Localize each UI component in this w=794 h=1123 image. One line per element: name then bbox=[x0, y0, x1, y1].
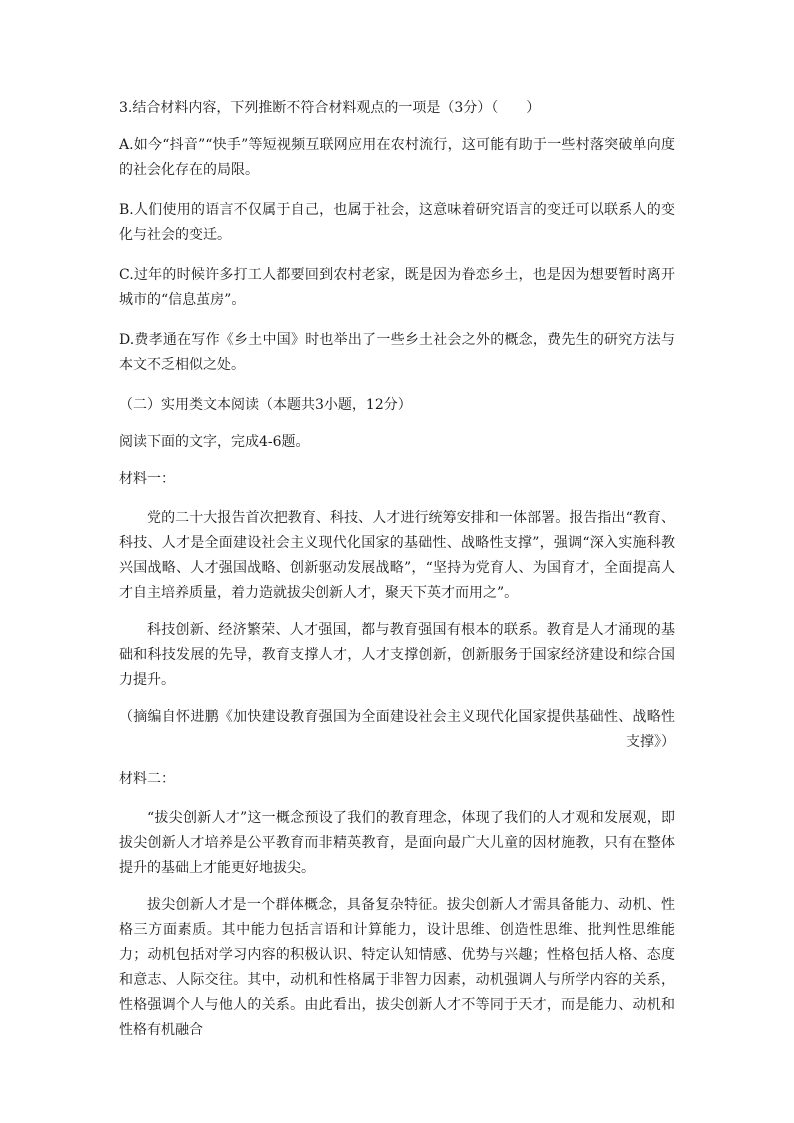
question-3-option-b: B.人们使用的语言不仅属于自己，也属于社会，这意味着研究语言的变迁可以联系人的变化与社会的变迁。 bbox=[119, 202, 675, 243]
material-2-label: 材料二： bbox=[119, 771, 175, 787]
question-3-option-a: A.如今“抖音”“快手”等短视频互联网应用在农村流行，这可能有助于一些村落突破单向度的社会化存在的局限。 bbox=[119, 137, 675, 178]
material-2-paragraph-1: “拔尖创新人才”这一概念预设了我们的教育理念，体现了我们的人才观和发展观，即拔尖创新人才培养是公平教育而非精英教育，是面向最广大儿童的因材施教，只有在整体提升的基础上才能更好地拔尖。 bbox=[119, 810, 675, 876]
material-1-paragraph-2: 科技创新、经济繁荣、人才强国，都与教育强国有根本的联系。教育是人才涌现的基础和科技发展的先导，教育支撑人才，人才支撑创新，创新服务于国家经济建设和综合国力提升。 bbox=[119, 622, 675, 688]
question-3-stem: 3.结合材料内容，下列推断不符合材料观点的一项是（3分）（ ） bbox=[119, 100, 541, 116]
material-1-paragraph-1: 党的二十大报告首次把教育、科技、人才进行统筹安排和一体部署。报告指出“教育、科技、人才是全面建设社会主义现代化国家的基础性、战略性支撑”，强调“深入实施科教兴国战略、人才强国战略、创新驱动发展战略”，“坚持为党育人、为国育才，全面提高人才自主培养质量，着力造就拔尖创新人才，聚天下英才而用之”。 bbox=[119, 510, 675, 601]
material-1-label: 材料一： bbox=[119, 471, 175, 487]
section-2-title: （二）实用类文本阅读（本题共3小题，12分） bbox=[119, 397, 412, 413]
document-page bbox=[119, 96, 675, 1055]
material-2-paragraph-2: 拔尖创新人才是一个群体概念，具备复杂特征。拔尖创新人才需具备能力、动机、性格三方面素质。其中能力包括言语和计算能力，设计思维、创造性思维、批判性思维能力；动机包括对学习内容的积极认识、特定认知情感、优势与兴趣；性格包括人格、态度和意志、人际交往。其中，动机和性格属于非智力因素，动机强调人与所学内容的关系，性格强调个人与他人的关系。由此看出，拔尖创新人才不等同于天才，而是能力、动机和性格有机融合 bbox=[119, 897, 675, 1038]
section-2-instruction: 阅读下面的文字，完成4-6题。 bbox=[119, 434, 310, 450]
question-3-option-c: C.过年的时候许多打工人都要回到农村老家，既是因为眷恋乡土，也是因为想要暂时离开城市的“信息茧房”。 bbox=[119, 267, 675, 308]
material-1-source: （摘编自怀进鹏《加快建设教育强国为全面建设社会主义现代化国家提供基础性、战略性支撑》） bbox=[119, 709, 675, 750]
question-3-option-d: D.费孝通在写作《乡土中国》时也举出了一些乡土社会之外的概念，费先生的研究方法与本文不乏相似之处。 bbox=[119, 332, 675, 373]
